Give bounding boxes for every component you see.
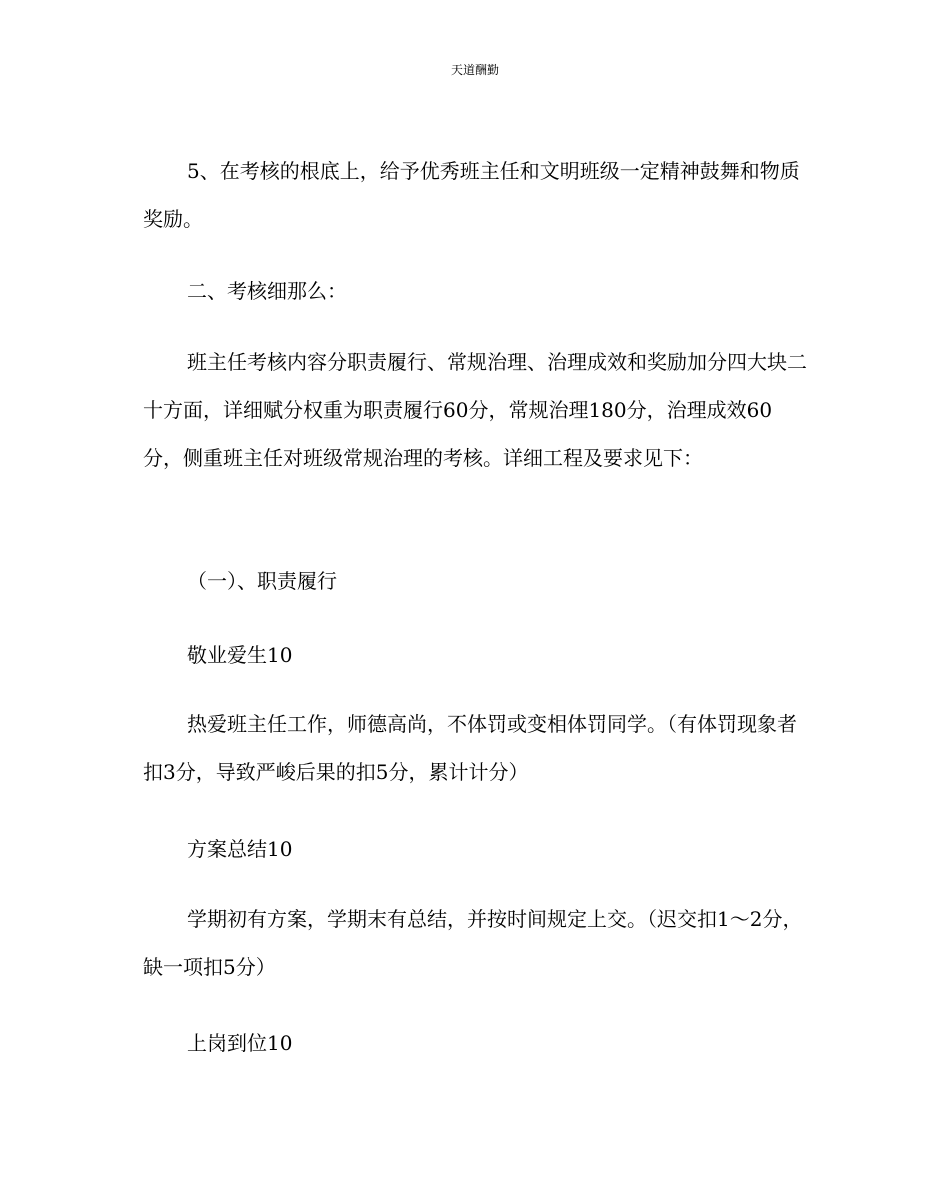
paragraph-assessment-content: 班主任考核内容分职责履行、常规治理、治理成效和奖励加分四大块二十方面，详细赋分权重为职责履行60分，常规治理180分，治理成效60分，侧重班主任对班级常规治理的考核。详细工程及要求见下： <box>143 350 807 470</box>
subsection-heading-duty: （一）、职责履行 <box>187 569 337 593</box>
page-header: 天道酬勤 <box>450 63 499 77</box>
item-heading-plan-summary: 方案总结10 <box>187 837 293 861</box>
item-heading-dedication: 敬业爱生10 <box>187 643 293 667</box>
item-heading-on-duty: 上岗到位10 <box>187 1031 293 1055</box>
paragraph-reward: 5、在考核的根底上，给予优秀班主任和文明班级一定精神鼓舞和物质奖励。 <box>143 159 800 231</box>
paragraph-plan-summary: 学期初有方案，学期末有总结，并按时间规定上交。（迟交扣1～2分，缺一项扣5分） <box>143 907 803 979</box>
section-heading-assessment-rules: 二、考核细那么： <box>187 279 347 303</box>
paragraph-dedication: 热爱班主任工作，师德高尚，不体罚或变相体罚同学。（有体罚现象者扣3分，导致严峻后果的扣5分，累计计分） <box>143 712 797 784</box>
